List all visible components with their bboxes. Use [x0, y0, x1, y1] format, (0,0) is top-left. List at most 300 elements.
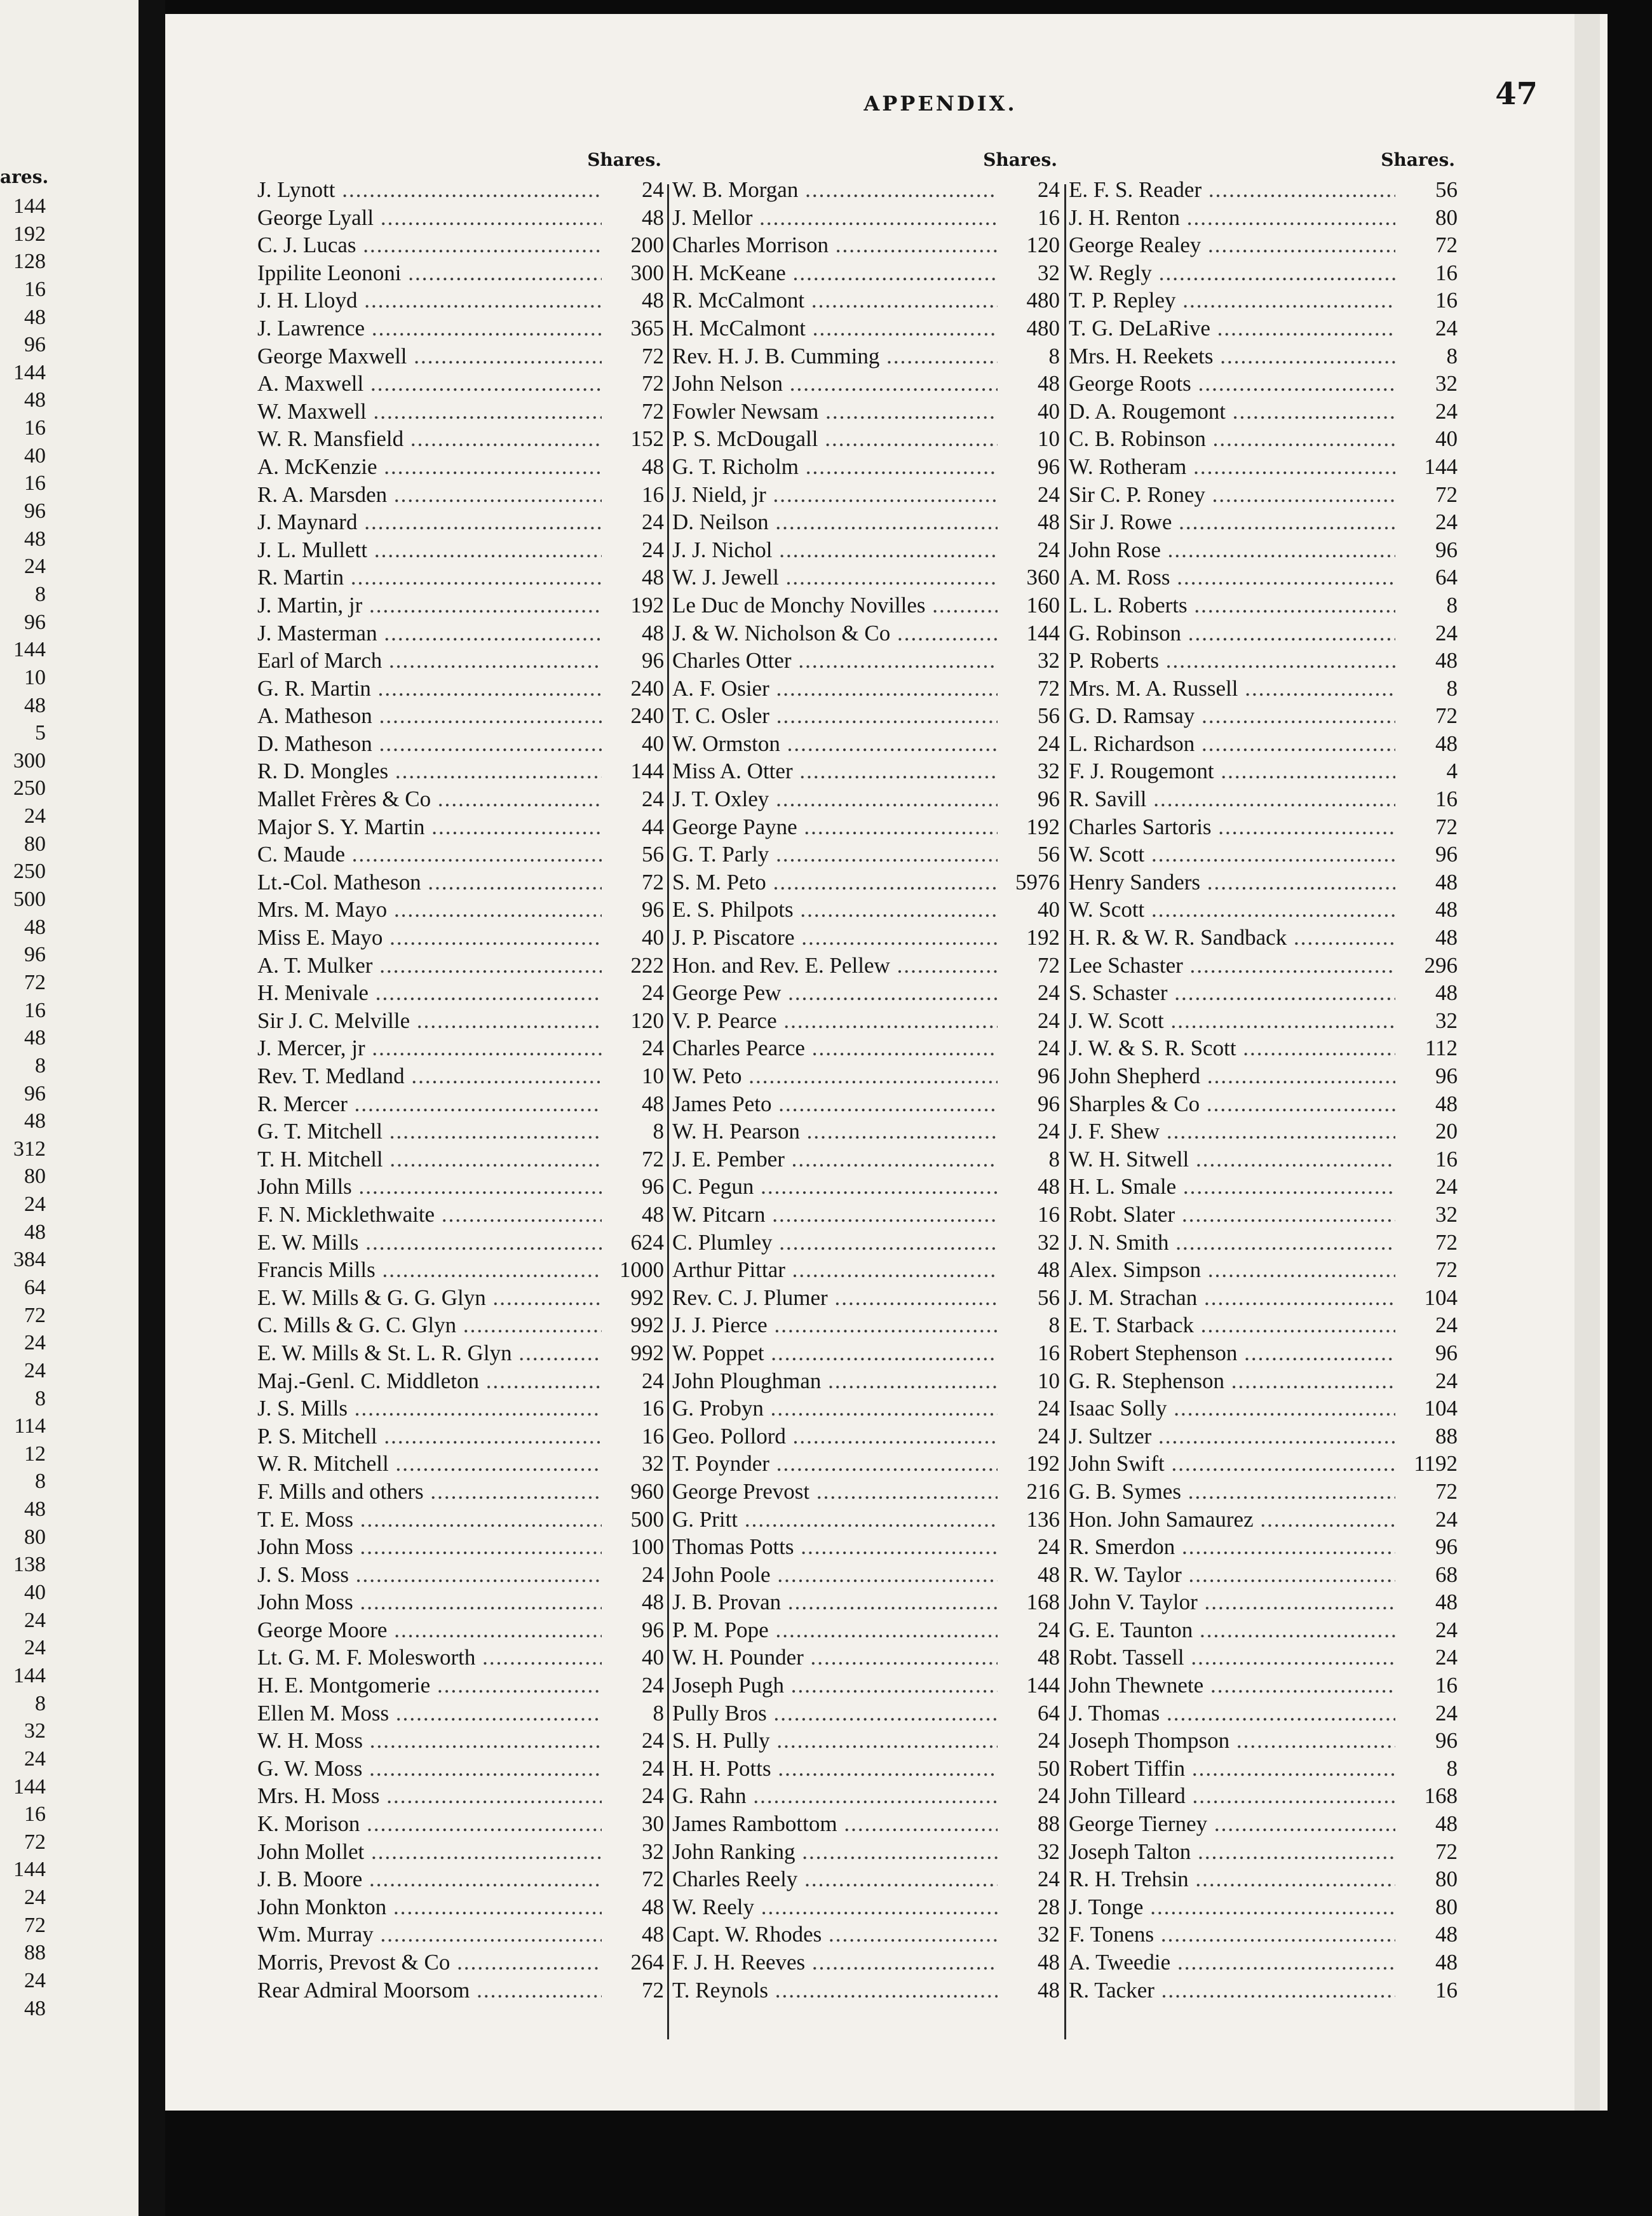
- shareholder-row: [1069, 176, 1458, 204]
- share-count: 72: [1395, 1256, 1458, 1284]
- shareholder-name: R. A. Marsden .....: [257, 481, 602, 509]
- share-count: 72: [602, 342, 664, 370]
- share-count: 360: [998, 564, 1060, 591]
- shareholder-name: Rear Admiral Moorsom .....: [257, 1976, 602, 2004]
- shareholder-row: [672, 841, 1060, 868]
- shareholder-row: [257, 287, 664, 314]
- shareholder-name: John Mills .....: [257, 1173, 602, 1201]
- shareholder-name: F. N. Micklethwaite .....: [257, 1201, 602, 1229]
- share-count: 48: [1395, 1949, 1458, 1976]
- share-count: 44: [602, 813, 664, 841]
- share-count: 24: [602, 979, 664, 1007]
- shareholder-name: Charles Morrison .....: [672, 231, 998, 259]
- share-count: 24: [602, 1727, 664, 1755]
- shareholder-row: [672, 1034, 1060, 1062]
- previous-page-share-value: 8: [35, 582, 46, 606]
- shareholder-name: H. L. Smale .....: [1069, 1173, 1395, 1201]
- shareholder-name: Mrs. M. A. Russell .....: [1069, 675, 1395, 703]
- shareholder-row: [1069, 952, 1458, 980]
- shareholder-row: [257, 841, 664, 868]
- shareholder-row: [257, 647, 664, 675]
- shareholder-row: [257, 1672, 664, 1699]
- share-count: 8: [1395, 342, 1458, 370]
- share-count: 16: [1395, 785, 1458, 813]
- shareholder-name: Charles Otter .....: [672, 647, 998, 675]
- shareholder-row: [672, 1450, 1060, 1478]
- share-count: 24: [998, 1034, 1060, 1062]
- share-count: 48: [1395, 924, 1458, 952]
- shareholder-row: [672, 813, 1060, 841]
- shareholder-name: Miss A. Otter .....: [672, 757, 998, 785]
- shareholder-name: Earl of March .....: [257, 647, 602, 675]
- share-count: 16: [998, 1201, 1060, 1229]
- shareholder-row: [257, 1755, 664, 1783]
- share-count: 48: [602, 564, 664, 591]
- share-count: 30: [602, 1810, 664, 1838]
- share-count: 48: [1395, 647, 1458, 675]
- share-count: 4: [1395, 757, 1458, 785]
- share-count: 56: [998, 1284, 1060, 1312]
- shareholder-name: John Ploughman .....: [672, 1367, 998, 1395]
- shareholder-row: [257, 1727, 664, 1755]
- shareholder-row: [257, 675, 664, 703]
- previous-page-share-value: 24: [24, 1608, 46, 1632]
- previous-page-share-value: 16: [24, 416, 46, 440]
- shareholder-name: John Monkton .....: [257, 1893, 602, 1921]
- shareholder-row: [672, 1229, 1060, 1257]
- shareholder-name: Miss E. Mayo .....: [257, 924, 602, 952]
- shareholder-row: [672, 952, 1060, 980]
- shareholder-row: [257, 813, 664, 841]
- share-count: 56: [998, 702, 1060, 730]
- share-count: 192: [998, 813, 1060, 841]
- shareholder-row: [1069, 425, 1458, 453]
- shareholder-row: [257, 564, 664, 591]
- share-count: 32: [602, 1838, 664, 1866]
- shareholder-name: Charles Reely .....: [672, 1865, 998, 1893]
- shareholder-name: G. R. Martin .....: [257, 675, 602, 703]
- shareholder-row: [1069, 231, 1458, 259]
- shareholder-name: J. B. Provan .....: [672, 1588, 998, 1616]
- share-count: 48: [602, 1893, 664, 1921]
- shareholder-name: W. Maxwell .....: [257, 398, 602, 426]
- shareholder-name: Francis Mills .....: [257, 1256, 602, 1284]
- shareholder-name: James Rambottom .....: [672, 1810, 998, 1838]
- shareholder-name: T. E. Moss .....: [257, 1506, 602, 1534]
- shareholder-name: D. A. Rougemont .....: [1069, 398, 1395, 426]
- share-count: 96: [1395, 1339, 1458, 1367]
- shareholder-name: G. T. Richolm .....: [672, 453, 998, 481]
- shareholder-row: [1069, 1062, 1458, 1090]
- shareholder-row: [1069, 591, 1458, 619]
- shareholder-row: [1069, 896, 1458, 924]
- shareholder-row: [672, 1893, 1060, 1921]
- shareholder-row: [1069, 702, 1458, 730]
- shareholder-row: [672, 979, 1060, 1007]
- shareholder-row: [257, 1173, 664, 1201]
- previous-page-share-value: 384: [13, 1248, 46, 1272]
- shareholder-row: [672, 1395, 1060, 1422]
- shareholder-name: Robert Stephenson .....: [1069, 1339, 1395, 1367]
- shareholder-name: George Realey .....: [1069, 231, 1395, 259]
- shareholder-name: John Ranking .....: [672, 1838, 998, 1866]
- share-count: 168: [1395, 1782, 1458, 1810]
- share-count: 72: [1395, 813, 1458, 841]
- shareholder-name: W. Rotheram .....: [1069, 453, 1395, 481]
- previous-page-share-value: 114: [14, 1414, 46, 1438]
- share-count: 72: [602, 868, 664, 896]
- shareholder-name: J. N. Smith .....: [1069, 1229, 1395, 1257]
- shareholder-name: Wm. Murray .....: [257, 1921, 602, 1949]
- share-count: 72: [1395, 1838, 1458, 1866]
- shareholder-row: [1069, 1533, 1458, 1561]
- shareholder-name: Pully Bros .....: [672, 1699, 998, 1727]
- shareholder-row: [257, 730, 664, 758]
- shareholder-row: [672, 1949, 1060, 1976]
- shareholder-row: [672, 370, 1060, 398]
- shareholder-name: R. McCalmont .....: [672, 287, 998, 314]
- share-count: 24: [602, 1755, 664, 1783]
- shareholder-row: [1069, 1949, 1458, 1976]
- shareholder-row: [1069, 1616, 1458, 1644]
- shareholder-name: J. Martin, jr .....: [257, 591, 602, 619]
- share-count: 24: [602, 785, 664, 813]
- shareholder-row: [1069, 675, 1458, 703]
- share-count: 72: [602, 398, 664, 426]
- shares-column-header: Shares.: [587, 149, 661, 170]
- previous-page-share-value: 32: [24, 1719, 46, 1743]
- share-count: 28: [998, 1893, 1060, 1921]
- shareholder-row: [257, 314, 664, 342]
- share-count: 192: [602, 591, 664, 619]
- shareholder-name: Sir J. C. Melville .....: [257, 1007, 602, 1035]
- shareholder-name: G. W. Moss .....: [257, 1755, 602, 1783]
- share-count: 480: [998, 287, 1060, 314]
- shareholder-name: W. H. Pounder .....: [672, 1644, 998, 1672]
- previous-page-share-value: 16: [24, 277, 46, 301]
- shareholder-name: R. Savill .....: [1069, 785, 1395, 813]
- shareholder-name: Mrs. H. Moss .....: [257, 1782, 602, 1810]
- shareholder-row: [1069, 204, 1458, 232]
- share-count: 48: [998, 1173, 1060, 1201]
- shareholder-row: [672, 1976, 1060, 2004]
- shareholder-row: [672, 1838, 1060, 1866]
- shareholder-row: [1069, 1561, 1458, 1589]
- share-count: 8: [1395, 591, 1458, 619]
- shareholder-row: [672, 785, 1060, 813]
- previous-page-share-value: 48: [24, 305, 46, 329]
- shareholder-row: [672, 1810, 1060, 1838]
- shareholder-name: Maj.-Genl. C. Middleton .....: [257, 1367, 602, 1395]
- share-count: 72: [998, 675, 1060, 703]
- share-count: 480: [998, 314, 1060, 342]
- previous-page-share-value: 48: [24, 1220, 46, 1244]
- shareholder-name: G. Pritt .....: [672, 1506, 998, 1534]
- share-count: 992: [602, 1311, 664, 1339]
- shareholder-name: F. J. H. Reeves .....: [672, 1949, 998, 1976]
- shareholder-row: [1069, 1865, 1458, 1893]
- share-count: 48: [1395, 1588, 1458, 1616]
- share-count: 24: [998, 176, 1060, 204]
- shareholder-row: [672, 508, 1060, 536]
- shareholder-name: W. Ormston .....: [672, 730, 998, 758]
- previous-page-share-value: 96: [24, 610, 46, 634]
- shareholder-row: [257, 591, 664, 619]
- shareholder-row: [1069, 1284, 1458, 1312]
- shareholder-name: Fowler Newsam .....: [672, 398, 998, 426]
- shareholder-name: T. C. Osler .....: [672, 702, 998, 730]
- share-count: 48: [602, 287, 664, 314]
- share-count: 32: [998, 757, 1060, 785]
- previous-page-share-value: 24: [24, 1886, 46, 1910]
- shareholder-row: [257, 924, 664, 952]
- shareholder-row: [257, 1229, 664, 1257]
- shareholder-row: [672, 1201, 1060, 1229]
- shareholder-row: [1069, 1588, 1458, 1616]
- book-gutter: [139, 0, 165, 2216]
- shareholder-column-2: [672, 144, 1060, 2004]
- share-count: 88: [1395, 1422, 1458, 1450]
- shareholder-row: [1069, 647, 1458, 675]
- previous-page-share-value: 48: [24, 1996, 46, 2020]
- shareholder-name: Hon. and Rev. E. Pellew .....: [672, 952, 998, 980]
- share-count: 72: [602, 1976, 664, 2004]
- shareholder-row: [1069, 481, 1458, 509]
- page-47: [165, 14, 1608, 2111]
- shareholder-column-3: [1069, 144, 1458, 2004]
- previous-page-share-value: 8: [35, 1469, 46, 1494]
- shareholder-row: [257, 1588, 664, 1616]
- page-number: 47: [1495, 76, 1538, 112]
- share-count: 40: [1395, 425, 1458, 453]
- shareholder-row: [257, 370, 664, 398]
- shareholder-name: George Pew .....: [672, 979, 998, 1007]
- shareholder-name: J. S. Mills .....: [257, 1395, 602, 1422]
- shareholder-row: [672, 868, 1060, 896]
- shareholder-row: [672, 757, 1060, 785]
- shareholder-row: [257, 785, 664, 813]
- share-count: 32: [998, 1229, 1060, 1257]
- share-count: 24: [602, 508, 664, 536]
- share-count: 24: [1395, 1506, 1458, 1534]
- shareholder-row: [1069, 314, 1458, 342]
- share-count: 8: [998, 1311, 1060, 1339]
- shareholder-row: [1069, 1422, 1458, 1450]
- shareholder-row: [257, 952, 664, 980]
- shareholder-name: J. Mellor .....: [672, 204, 998, 232]
- share-count: 72: [602, 1865, 664, 1893]
- shareholder-name: G. E. Taunton .....: [1069, 1616, 1395, 1644]
- shareholder-row: [672, 1755, 1060, 1783]
- shareholder-name: Arthur Pittar .....: [672, 1256, 998, 1284]
- shareholder-row: [672, 1616, 1060, 1644]
- shareholder-name: J. H. Renton .....: [1069, 204, 1395, 232]
- share-count: 120: [998, 231, 1060, 259]
- shareholder-row: [672, 1256, 1060, 1284]
- column-divider: [1064, 184, 1066, 2039]
- shareholder-row: [1069, 1976, 1458, 2004]
- shareholder-row: [672, 1118, 1060, 1145]
- share-count: 72: [1395, 231, 1458, 259]
- share-count: 24: [998, 1533, 1060, 1561]
- shareholder-name: J. Maynard .....: [257, 508, 602, 536]
- shareholder-row: [257, 619, 664, 647]
- page-edge: [1574, 14, 1600, 2111]
- shareholder-row: [672, 1782, 1060, 1810]
- previous-page-share-value: 144: [13, 638, 46, 662]
- shareholder-name: J. S. Moss .....: [257, 1561, 602, 1589]
- shareholder-name: Thomas Potts .....: [672, 1533, 998, 1561]
- shareholder-name: W. Pitcarn .....: [672, 1201, 998, 1229]
- column-divider: [667, 184, 669, 2039]
- shareholder-name: Mrs. M. Mayo .....: [257, 896, 602, 924]
- shareholder-name: Robert Tiffin .....: [1069, 1755, 1395, 1783]
- share-count: 56: [602, 841, 664, 868]
- shareholder-name: W. Peto .....: [672, 1062, 998, 1090]
- shareholder-row: [1069, 1672, 1458, 1699]
- share-count: 32: [998, 1921, 1060, 1949]
- share-count: 48: [602, 1588, 664, 1616]
- shareholder-name: W. Poppet .....: [672, 1339, 998, 1367]
- previous-page-share-value: 300: [13, 748, 46, 773]
- shareholder-row: [257, 1810, 664, 1838]
- shareholder-name: J. Mercer, jr .....: [257, 1034, 602, 1062]
- shareholder-name: Morris, Prevost & Co .....: [257, 1949, 602, 1976]
- previous-page-share-value: 48: [24, 1026, 46, 1050]
- shareholder-row: [257, 536, 664, 564]
- shareholder-row: [1069, 1118, 1458, 1145]
- shareholder-name: Mallet Frères & Co .....: [257, 785, 602, 813]
- share-count: 32: [998, 259, 1060, 287]
- share-count: 24: [998, 1782, 1060, 1810]
- shareholder-name: T. Poynder .....: [672, 1450, 998, 1478]
- shareholder-name: Joseph Talton .....: [1069, 1838, 1395, 1866]
- shareholder-name: George Tierney .....: [1069, 1810, 1395, 1838]
- share-count: 56: [998, 841, 1060, 868]
- share-count: 222: [602, 952, 664, 980]
- shareholder-row: [257, 176, 664, 204]
- shareholder-name: J. H. Lloyd .....: [257, 287, 602, 314]
- shareholder-name: Sharples & Co .....: [1069, 1090, 1395, 1118]
- share-count: 48: [998, 1561, 1060, 1589]
- shareholder-row: [672, 1921, 1060, 1949]
- previous-page-share-value: 96: [24, 499, 46, 524]
- share-count: 96: [602, 647, 664, 675]
- share-count: 96: [998, 453, 1060, 481]
- share-count: 104: [1395, 1395, 1458, 1422]
- shareholder-name: Henry Sanders .....: [1069, 868, 1395, 896]
- shareholder-row: [257, 425, 664, 453]
- shareholder-name: T. G. DeLaRive .....: [1069, 314, 1395, 342]
- shareholder-name: W. R. Mitchell .....: [257, 1450, 602, 1478]
- share-count: 48: [602, 1090, 664, 1118]
- share-count: 96: [1395, 536, 1458, 564]
- share-count: 10: [998, 425, 1060, 453]
- share-count: 24: [998, 536, 1060, 564]
- shareholder-row: [1069, 730, 1458, 758]
- shareholder-name: G. Rahn .....: [672, 1782, 998, 1810]
- share-count: 16: [1395, 1145, 1458, 1173]
- share-count: 50: [998, 1755, 1060, 1783]
- shareholder-name: E. S. Philpots .....: [672, 896, 998, 924]
- share-count: 64: [1395, 564, 1458, 591]
- share-count: 240: [602, 702, 664, 730]
- shareholder-row: [257, 1506, 664, 1534]
- shareholder-name: John Moss .....: [257, 1533, 602, 1561]
- shareholder-name: Geo. Pollord .....: [672, 1422, 998, 1450]
- shareholder-row: [672, 1007, 1060, 1035]
- shareholder-name: Ippilite Leononi .....: [257, 259, 602, 287]
- share-count: 72: [1395, 1478, 1458, 1506]
- share-count: 200: [602, 231, 664, 259]
- share-count: 80: [1395, 1865, 1458, 1893]
- previous-page-share-value: 144: [13, 360, 46, 384]
- shareholder-name: H. McCalmont .....: [672, 314, 998, 342]
- shareholder-name: George Roots .....: [1069, 370, 1395, 398]
- shareholder-row: [672, 176, 1060, 204]
- shareholder-name: J. E. Pember .....: [672, 1145, 998, 1173]
- share-count: 24: [998, 1118, 1060, 1145]
- shareholder-row: [257, 1284, 664, 1312]
- share-count: 192: [998, 924, 1060, 952]
- shareholder-row: [672, 1644, 1060, 1672]
- previous-page-share-value: 72: [24, 970, 46, 994]
- share-count: 48: [1395, 730, 1458, 758]
- shareholder-name: John Swift .....: [1069, 1450, 1395, 1478]
- shareholder-name: R. H. Trehsin .....: [1069, 1865, 1395, 1893]
- share-count: 96: [1395, 841, 1458, 868]
- shareholder-name: R. Tacker .....: [1069, 1976, 1395, 2004]
- shareholder-name: P. Roberts .....: [1069, 647, 1395, 675]
- share-count: 24: [1395, 619, 1458, 647]
- shareholder-name: J. W. Scott .....: [1069, 1007, 1395, 1035]
- share-count: 24: [1395, 508, 1458, 536]
- previous-page-share-value: 250: [13, 860, 46, 884]
- share-count: 24: [1395, 1311, 1458, 1339]
- shareholder-name: C. Maude .....: [257, 841, 602, 868]
- shareholder-name: C. B. Robinson .....: [1069, 425, 1395, 453]
- share-count: 24: [998, 481, 1060, 509]
- shareholder-row: [1069, 1311, 1458, 1339]
- share-count: 500: [602, 1506, 664, 1534]
- shareholder-row: [1069, 1450, 1458, 1478]
- share-count: 48: [1395, 896, 1458, 924]
- shareholder-name: H. H. Potts .....: [672, 1755, 998, 1783]
- shareholder-row: [257, 508, 664, 536]
- previous-page-share-column: [0, 193, 46, 2022]
- shareholder-name: James Peto .....: [672, 1090, 998, 1118]
- share-count: 40: [602, 730, 664, 758]
- shareholder-row: [257, 1533, 664, 1561]
- share-count: 40: [998, 896, 1060, 924]
- share-count: 1000: [602, 1256, 664, 1284]
- shareholder-name: T. Reynols .....: [672, 1976, 998, 2004]
- share-count: 160: [998, 591, 1060, 619]
- previous-page-share-value: 72: [24, 1913, 46, 1937]
- shareholder-name: Joseph Thompson .....: [1069, 1727, 1395, 1755]
- previous-page-share-value: 138: [13, 1553, 46, 1577]
- shareholder-name: Lt. G. M. F. Molesworth .....: [257, 1644, 602, 1672]
- shareholder-name: P. S. McDougall .....: [672, 425, 998, 453]
- share-count: 960: [602, 1478, 664, 1506]
- shareholder-row: [257, 1976, 664, 2004]
- share-count: 48: [602, 204, 664, 232]
- shareholder-name: John Thewnete .....: [1069, 1672, 1395, 1699]
- shareholder-name: A. T. Mulker .....: [257, 952, 602, 980]
- share-count: 96: [1395, 1062, 1458, 1090]
- previous-page-share-value: 24: [24, 1192, 46, 1217]
- shareholder-row: [672, 1145, 1060, 1173]
